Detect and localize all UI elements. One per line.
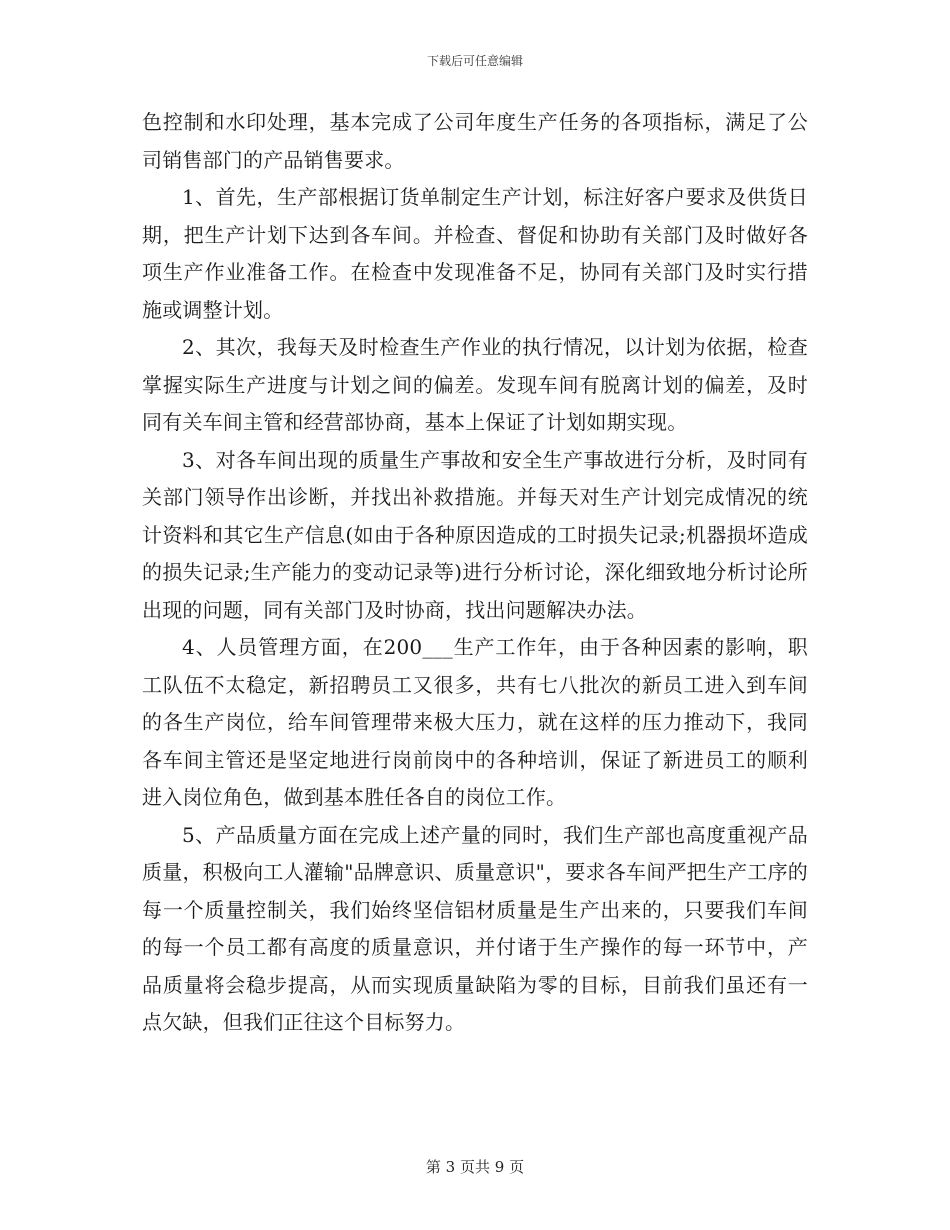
paragraph-item-1: 1、首先，生产部根据订货单制定生产计划，标注好客户要求及供货日期，把生产计划下达到各车间。并检查、督促和协助有关部门及时做好各项生产作业准备工作。在检查中发现准备不足，协同有关部门及时实行措施或调整计划。 [142,185,808,322]
paragraph-item-4: 4、人员管理方面，在200___生产工作年，由于各种因素的影响，职工队伍不太稳定，新招聘员工又很多，共有七八批次的新员工进入到车间的各生产岗位，给车间管理带来极大压力，就在这样的压力推动下，我同各车间主管还是坚定地进行岗前岗中的各种培训，保证了新进员工的顺利进入岗位角色，做到基本胜任各自的岗位工作。 [142,635,808,809]
page-header: 下载后可任意编辑 [426,54,523,68]
document-body [142,104,808,1042]
paragraph-continuation: 色控制和水印处理，基本完成了公司年度生产任务的各项指标，满足了公司销售部门的产品销售要求。 [142,110,808,172]
page-footer: 第 3 页共 9 页 [425,1158,525,1176]
paragraph-item-5: 5、产品质量方面在完成上述产量的同时，我们生产部也高度重视产品质量，积极向工人灌输"品牌意识、质量意识"，要求各车间严把生产工序的每一个质量控制关，我们始终坚信铝材质量是生产出来的，只要我们车间的每一个员工都有高度的质量意识，并付诸于生产操作的每一环节中，产品质量将会稳步提高，从而实现质量缺陷为零的目标，目前我们虽还有一点欠缺，但我们正往这个目标努力。 [142,822,808,1034]
paragraph-item-2: 2、其次，我每天及时检查生产作业的执行情况，以计划为依据，检查掌握实际生产进度与计划之间的偏差。发现车间有脱离计划的偏差，及时同有关车间主管和经营部协商，基本上保证了计划如期实现。 [142,335,808,434]
paragraph-item-3: 3、对各车间出现的质量生产事故和安全生产事故进行分析，及时同有关部门领导作出诊断，并找出补救措施。并每天对生产计划完成情况的统计资料和其它生产信息(如由于各种原因造成的工时损失记录;机器损坏造成的损失记录;生产能力的变动记录等)进行分析讨论，深化细致地分析讨论所出现的问题，同有关部门及时协商，找出问题解决办法。 [142,447,808,622]
